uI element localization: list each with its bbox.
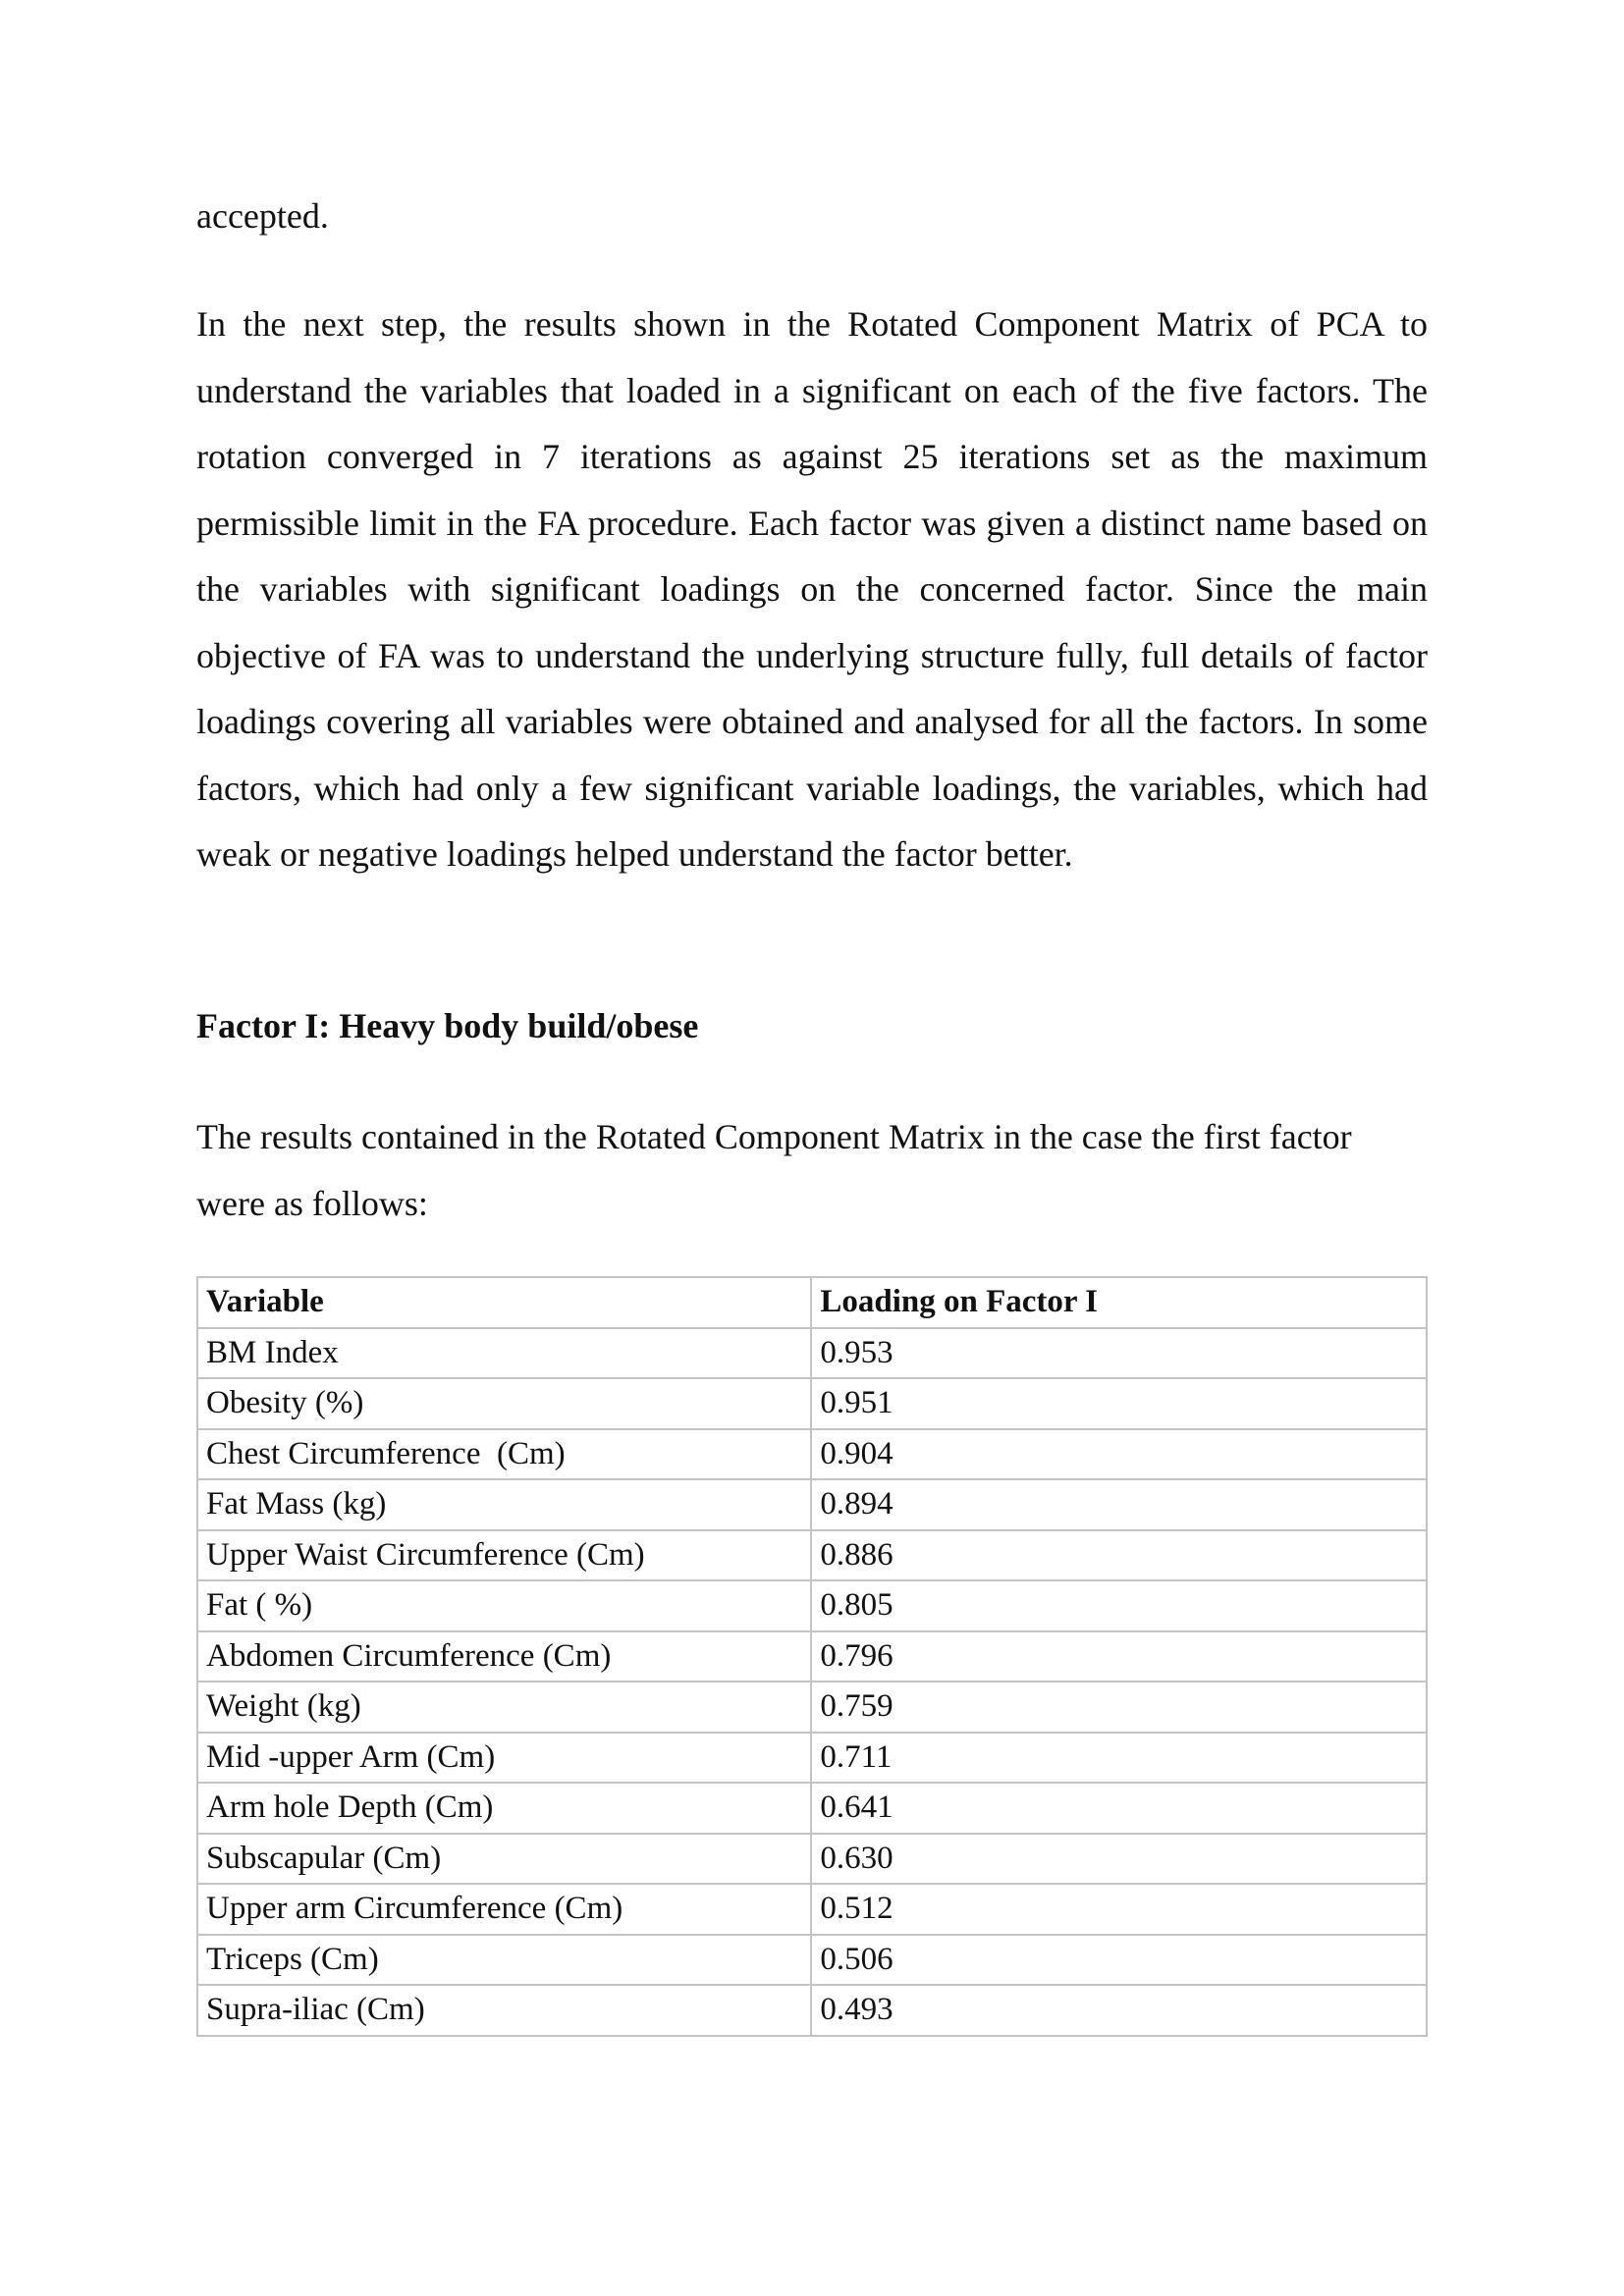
variable-cell: Mid -upper Arm (Cm) bbox=[197, 1733, 811, 1784]
loading-cell: 0.953 bbox=[811, 1328, 1427, 1379]
loading-cell: 0.894 bbox=[811, 1479, 1427, 1530]
section-heading-factor-i: Factor I: Heavy body build/obese bbox=[196, 1006, 699, 1045]
table-row bbox=[197, 1834, 1427, 1885]
table-header-row bbox=[197, 1277, 1427, 1328]
table-row bbox=[197, 1682, 1427, 1733]
loading-cell: 0.759 bbox=[811, 1682, 1427, 1733]
column-header-variable: Variable bbox=[197, 1277, 811, 1328]
loading-cell: 0.493 bbox=[811, 1985, 1427, 2036]
variable-cell: Upper arm Circumference (Cm) bbox=[197, 1884, 811, 1935]
loading-cell: 0.512 bbox=[811, 1884, 1427, 1935]
loading-cell: 0.886 bbox=[811, 1530, 1427, 1581]
loading-cell: 0.641 bbox=[811, 1783, 1427, 1834]
variable-cell: Abdomen Circumference (Cm) bbox=[197, 1631, 811, 1682]
table-row bbox=[197, 1733, 1427, 1784]
table-row bbox=[197, 1378, 1427, 1429]
variable-cell: BM Index bbox=[197, 1328, 811, 1379]
variable-cell: Fat ( %) bbox=[197, 1580, 811, 1631]
continuation-text: accepted. bbox=[196, 196, 329, 236]
table-row bbox=[197, 1631, 1427, 1682]
table-row bbox=[197, 1429, 1427, 1480]
table-row bbox=[197, 1935, 1427, 1986]
table-row bbox=[197, 1985, 1427, 2036]
variable-cell: Arm hole Depth (Cm) bbox=[197, 1783, 811, 1834]
loading-cell: 0.904 bbox=[811, 1429, 1427, 1480]
loading-cell: 0.951 bbox=[811, 1378, 1427, 1429]
variable-cell: Subscapular (Cm) bbox=[197, 1834, 811, 1885]
variable-cell: Chest Circumference (Cm) bbox=[197, 1429, 811, 1480]
paragraph-factor-i-intro: The results contained in the Rotated Component Matrix in the case the first factor were as follows: bbox=[196, 1117, 1352, 1223]
factor-loadings-table bbox=[196, 1276, 1428, 2037]
table-row bbox=[197, 1580, 1427, 1631]
table-row bbox=[197, 1884, 1427, 1935]
paragraph-rotated-component-matrix: In the next step, the results shown in the Rotated Component Matrix of PCA to understand the variables that loaded in a significant on each of the five factors. The rotation converged in 7 iterations as against 25 iterations set as the maximum permissible limit in the FA procedure. Each factor was given a distinct name based on the variables with significant loadings on the concerned factor. Since the main objective of FA was to understand the underlying structure fully, full details of factor loadings covering all variables were obtained and analysed for all the factors. In some factors, which had only a few significant variable loadings, the variables, which had weak or negative loadings helped understand the factor better. bbox=[196, 304, 1428, 874]
table-row bbox=[197, 1328, 1427, 1379]
table-row bbox=[197, 1783, 1427, 1834]
variable-cell: Triceps (Cm) bbox=[197, 1935, 811, 1986]
loading-cell: 0.796 bbox=[811, 1631, 1427, 1682]
table-row bbox=[197, 1479, 1427, 1530]
loading-cell: 0.711 bbox=[811, 1733, 1427, 1784]
variable-cell: Upper Waist Circumference (Cm) bbox=[197, 1530, 811, 1581]
loading-cell: 0.506 bbox=[811, 1935, 1427, 1986]
variable-cell: Supra-iliac (Cm) bbox=[197, 1985, 811, 2036]
variable-cell: Obesity (%) bbox=[197, 1378, 811, 1429]
table-row bbox=[197, 1530, 1427, 1581]
loading-cell: 0.630 bbox=[811, 1834, 1427, 1885]
column-header-loading: Loading on Factor I bbox=[811, 1277, 1427, 1328]
variable-cell: Weight (kg) bbox=[197, 1682, 811, 1733]
loading-cell: 0.805 bbox=[811, 1580, 1427, 1631]
variable-cell: Fat Mass (kg) bbox=[197, 1479, 811, 1530]
